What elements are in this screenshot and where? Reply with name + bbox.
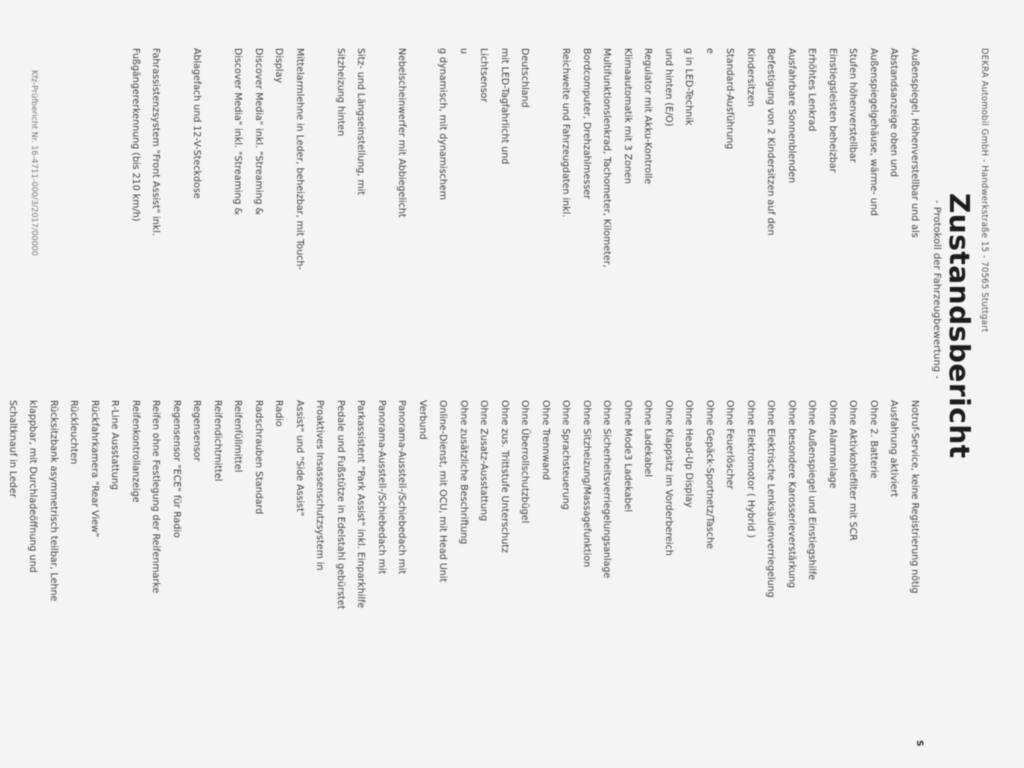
list-item: Rückfahrkamera "Rear View" (89, 400, 100, 538)
list-item: Ohne Überrollschutzbügel (519, 400, 531, 524)
list-item: Rückleuchten (68, 400, 80, 465)
list-item: Ohne Zusatz-Ausstattung (478, 400, 490, 522)
list-item: Radio (273, 400, 285, 427)
list-item: Außenspiegel, Höhenverstellbar und als (909, 48, 920, 238)
list-item: Sitzheizung hinten (335, 48, 346, 137)
list-item (166, 48, 187, 378)
list-item: Discover Media" inkl. "Streaming & (253, 48, 264, 215)
list-item: Ohne Aktivkohlefilter mit SCR (847, 400, 859, 541)
list-item: g in LED-Technik (683, 48, 695, 126)
list-item: Ohne Klappsitz im Vorderbereich (663, 400, 674, 556)
list-item: Verbund (417, 400, 428, 440)
list-item: Assist" und "Side Assist" (294, 400, 305, 517)
list-item: Ablagefach und 12-V-Steckdose (191, 48, 203, 199)
list-item: g dynamisch, mit dynamischem (437, 48, 449, 200)
company-header-line: DEKRA Automobil GmbH - Handwerkstraße 15 - 70565 Stuttgart (979, 48, 989, 333)
list-item: u (458, 48, 469, 55)
list-item: Proaktives Insassenschutzsystem in (314, 400, 326, 571)
list-item: Ausfahrbare Sonnenblenden (786, 48, 797, 184)
document-title: Zustandsbericht (943, 193, 976, 459)
list-item: Panorama-Ausstell-/Schiebedach mit (396, 400, 408, 575)
list-item (412, 48, 433, 378)
list-item: Fahrassistenzsystem "Front Assist" inkl. (150, 48, 162, 236)
list-item: Ohne Elektromotor ( Hybrid ) (745, 400, 756, 538)
equipment-list-right (0, 400, 924, 760)
list-item: Schaltknauf in Leder (7, 400, 18, 498)
list-item: Außenspiegelgehäuse, wärme- und (868, 48, 879, 216)
list-item: und hinten (E/O) (663, 48, 674, 127)
list-item: Parkassistent "Park Assist" inkl. Einparkhilfe (355, 400, 367, 609)
list-item: Fußgängererkennung (bis 210 km/h) (130, 48, 141, 222)
list-item: Klimaautomatik mit 3 Zonen (622, 48, 633, 184)
list-item: Reichweite und Fahrzeugdaten inkl. (560, 48, 572, 218)
list-item: Ohne Gepäck-Sportnetz/Tasche (704, 400, 715, 549)
list-item: Deutschland (519, 48, 531, 108)
list-item (309, 48, 330, 378)
list-item: klappbar, mit Durchladeöffnung und (27, 400, 39, 573)
list-item: Reifen ohne Festlegung der Reifenmarke (150, 400, 162, 594)
list-item: Ohne Sitzheizung/Massagefunktion (581, 400, 592, 568)
list-item: Rücksitzbank asymmetrisch teilbar, Lehne (48, 400, 59, 602)
list-item: Online-Dienst, mit OCU, mit Head Unit (437, 400, 449, 583)
list-item: Ohne Sicherheitsverriegelungsanlage (601, 400, 613, 579)
list-item: Reifenkontrollanzeige (130, 400, 141, 503)
document-subtitle: - Protokoll der Fahrzeugbewertung - (931, 200, 942, 379)
list-item: Einstiegsleisten beheizbar (827, 48, 838, 173)
list-item: Bordcomputer, Drehzahlmesser (581, 48, 592, 200)
list-item (207, 48, 228, 378)
list-item: Ohne Sprachsteuerung (560, 400, 572, 510)
list-item: Display (273, 48, 285, 84)
list-item: Erhöhtes Lenkrad (806, 48, 818, 132)
list-item: Ohne Mode3 Ladekabel (622, 400, 633, 512)
list-item: Ohne Head-Up Display (683, 400, 695, 508)
list-item: Ohne zusätzliche Beschriftung (458, 400, 469, 545)
list-item: R-Line Ausstattung (109, 400, 121, 490)
list-item: Regensensor (191, 400, 203, 462)
list-item: Discover Media" inkl. "Streaming & (232, 48, 244, 215)
list-item (371, 48, 392, 378)
list-item: Sitz- und Längseinstellung, mit (355, 48, 367, 196)
list-item: Ohne 2. Batterie (868, 400, 879, 479)
list-item: Notruf-Service, keine Registrierung nötig (909, 400, 920, 594)
list-item: mit LED-Tagfahrlicht und (499, 48, 510, 165)
list-item: Ohne Ladekabel (642, 400, 654, 478)
page-marker: S (914, 740, 924, 747)
list-item: Regensensor "ECE" für Radio (171, 400, 182, 538)
list-item: e (704, 48, 715, 54)
list-item: Ohne Trennwand (540, 400, 551, 481)
list-item (535, 48, 556, 378)
list-item: Standard-Ausführung (724, 48, 736, 150)
list-item: Kindersitzen (745, 48, 756, 107)
list-item: Stufen höhenverstellbar (847, 48, 859, 163)
list-item: Ohne zus. Trittstufe Unterschutz (499, 400, 510, 554)
list-item: Ohne besondere Karosserieverstärkung (786, 400, 797, 589)
list-item: Abstandsanzeige oben und (888, 48, 900, 178)
list-item: Ohne Außenspiegel und Einstiegshilfe (806, 400, 818, 581)
equipment-list-left (125, 48, 925, 378)
list-item: Ohne Elektrische Lenksäulenverriegelung (765, 400, 777, 598)
list-item: Radschrauben Standard (253, 400, 264, 515)
list-item: Befestigung von 2 Kindersitzen auf den (765, 48, 777, 236)
list-item: Pedale und Fußstütze in Edelstahl gebürstet (335, 400, 346, 610)
list-item: Panorama-Ausstell-/Schiebedach mit (376, 400, 387, 575)
list-item: Ohne Alarmanlage (827, 400, 838, 489)
list-item: Ohne Feuerlöscher (724, 400, 736, 490)
list-item: Reifenfüllmittel (232, 400, 244, 473)
document-footer: Kfz-Prüfbericht Nr. 16-4711-000/3/2017/00000 (30, 70, 39, 256)
list-item: Multifunktionslenkrad, Tachometer, Kilometer, (601, 48, 613, 268)
list-item: Regulator mit Akku-Kontrolle (642, 48, 654, 185)
list-item: Lichtsensor (478, 48, 490, 103)
list-item: Nebelscheinwerfer mit Abbiegelicht (396, 48, 408, 218)
list-item: Mittelarmlehne in Leder, beheizbar, mit Touch- (294, 48, 305, 270)
list-item: Reifendichtmittel (212, 400, 223, 482)
list-item: Ausfahrung aktiviert (888, 400, 900, 498)
